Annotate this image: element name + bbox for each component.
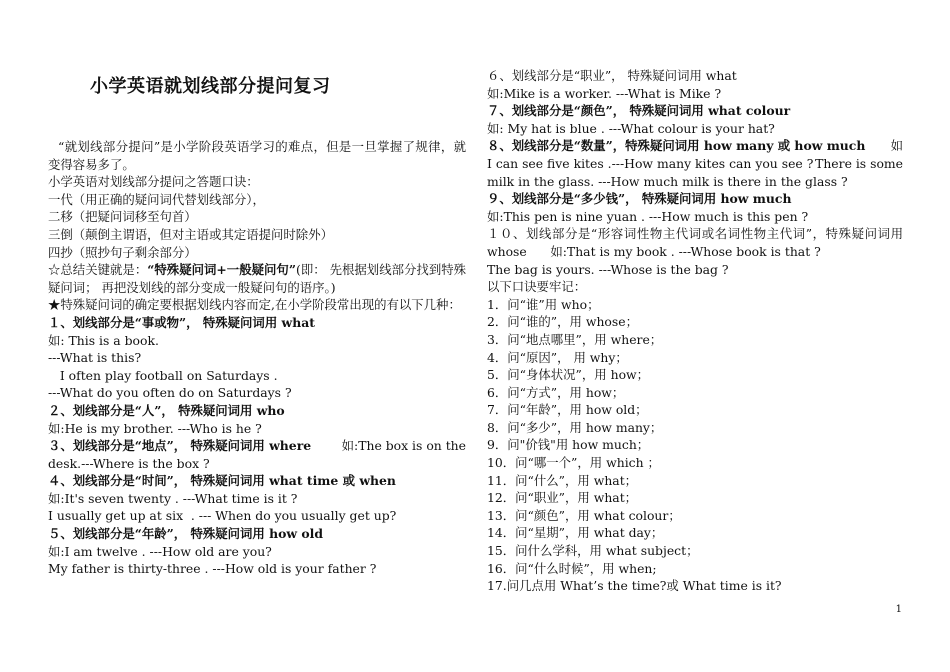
section-8-line xyxy=(487,137,903,155)
mnemonic-item: 9．问"价钱"用 how much； xyxy=(487,437,650,453)
formula-intro: 小学英语对划线部分提问之答题口诀： xyxy=(48,174,259,190)
section-2-heading: ２、划线部分是“人”， 特殊疑问词用 who xyxy=(48,402,285,418)
mnemonic-item: 5．问“身体状况”，用 how； xyxy=(487,367,650,383)
mnemonic-intro: 以下口诀要牢记： xyxy=(487,279,587,295)
step-one: 一代（用正确的疑问词代替划线部分）， xyxy=(48,191,265,207)
section-10-example: The bag is yours. ---Whose is the bag ? xyxy=(487,261,729,277)
section-8-example: I can see five kites .---How many kites can you see ? xyxy=(487,155,814,171)
right-column xyxy=(487,0,907,595)
section-7-heading: ７、划线部分是“颜色”， 特殊疑问词用 what colour xyxy=(487,103,791,119)
section-1-example: I often play football on Saturdays . xyxy=(48,367,278,383)
section-8-example: 如 xyxy=(890,138,903,154)
section-5-example: 如:I am twelve . ---How old are you? xyxy=(48,543,272,559)
section-8-example: There is some xyxy=(815,155,903,171)
mnemonic-item: 4．问“原因”， 用 why； xyxy=(487,349,628,365)
mnemonic-item: 2．问“谁的”，用 whose； xyxy=(487,314,638,330)
section-1-example: ---What do you often do on Saturdays ? xyxy=(48,385,292,401)
section-4-heading: ４、划线部分是“时间”， 特殊疑问词用 what time 或 when xyxy=(48,473,396,489)
section-5-example: My father is thirty-three . ---How old is your father ? xyxy=(48,561,377,577)
mnemonic-item: 8．问“多少”，用 how many； xyxy=(487,419,663,435)
mnemonic-item: 6．问“方式”，用 how； xyxy=(487,384,625,400)
mnemonic-item: 12．问“职业”，用 what； xyxy=(487,490,638,506)
section-9-heading: ９、划线部分是“多少钱”， 特殊疑问词用 how much xyxy=(487,191,792,207)
mnemonic-item: 15．问什么学科，用 what subject； xyxy=(487,543,699,559)
mnemonic-item: 13．问“颜色”，用 what colour； xyxy=(487,507,681,523)
section-1-example: 如: This is a book. xyxy=(48,332,159,348)
mnemonic-item: 17.问几点用 What’s the time?或 What time is it? xyxy=(487,578,782,594)
section-8-line xyxy=(487,155,903,173)
mnemonic-item: 16．问“什么时候”，用 when; xyxy=(487,560,657,576)
mnemonic-item: 1．问“谁”用 who； xyxy=(487,296,600,312)
section-3-example: desk.---Where is the box ? xyxy=(48,455,210,471)
section-4-example: I usually get up at six . --- When do you usually get up? xyxy=(48,508,397,524)
section-7-example: 如: My hat is blue . ---What colour is your hat? xyxy=(487,120,775,136)
key-summary xyxy=(48,261,466,296)
section-3-example: 如:The box is on the xyxy=(341,438,466,454)
mnemonic-item: 10．问“哪一个”，用 which ； xyxy=(487,455,660,471)
key-explanation: (即： 先根据划线部分找到特殊疑问词； 再把没划线的部分变成一般疑问句的语序。) xyxy=(48,262,467,295)
mnemonic-item: 7．问“年龄”，用 how old； xyxy=(487,402,648,418)
section-6-example: 如:Mike is a worker. ---What is Mike ? xyxy=(487,85,722,101)
intro-paragraph: “就划线部分提问”是小学阶段英语学习的难点，但是一旦掌握了规律，就变得容易多了。 xyxy=(48,139,466,172)
page-number: 1 xyxy=(895,604,902,615)
section-1-example: ---What is this? xyxy=(48,350,142,366)
section-8-heading: ８、划线部分是“数量”，特殊疑问词用 how many 或 how much xyxy=(487,138,866,154)
key-formula: “特殊疑问词+一般疑问句” xyxy=(147,262,296,278)
section-2-example: 如:He is my brother. ---Who is he ? xyxy=(48,420,262,436)
section-8-example: milk in the glass. ---How much milk is there in the glass ? xyxy=(487,173,848,189)
section-10-heading: １０、划线部分是“形容词性物主代词或名词性物主代词”，特殊疑问词用 whose 如:That is my book . ---Whose book is that ? xyxy=(487,226,907,259)
page-title: 小学英语就划线部分提问复习 xyxy=(90,76,331,97)
left-column xyxy=(48,0,466,578)
section-4-example: 如:It's seven twenty . ---What time is it ? xyxy=(48,490,298,506)
mnemonic-item: 11．问“什么”，用 what； xyxy=(487,472,638,488)
section-6-heading: ６、划线部分是“职业”， 特殊疑问词用 what xyxy=(487,68,737,83)
step-three: 三倒（颠倒主谓语，但对主语或其定语提问时除外） xyxy=(48,226,333,242)
step-two: 二移（把疑问词移至句首） xyxy=(48,209,197,225)
section-5-heading: ５、划线部分是“年龄”， 特殊疑问词用 how old xyxy=(48,526,324,542)
section-3-line xyxy=(48,437,466,455)
section-3-heading: ３、划线部分是“地点”， 特殊疑问词用 where xyxy=(48,438,312,454)
mnemonic-item: 3．问“地点哪里”，用 where； xyxy=(487,331,663,347)
star-note: ★特殊疑问词的确定要根据划线内容而定,在小学阶段常出现的有以下几种： xyxy=(48,297,461,313)
key-prefix: ☆总结关键就是： xyxy=(48,262,148,278)
step-four: 四抄（照抄句子剩余部分） xyxy=(48,244,197,260)
section-1-heading: １、划线部分是“事或物”， 特殊疑问词用 what xyxy=(48,314,315,330)
mnemonic-item: 14．问“星期”，用 what day； xyxy=(487,525,664,541)
section-9-example: 如:This pen is nine yuan . ---How much is this pen ? xyxy=(487,208,809,224)
